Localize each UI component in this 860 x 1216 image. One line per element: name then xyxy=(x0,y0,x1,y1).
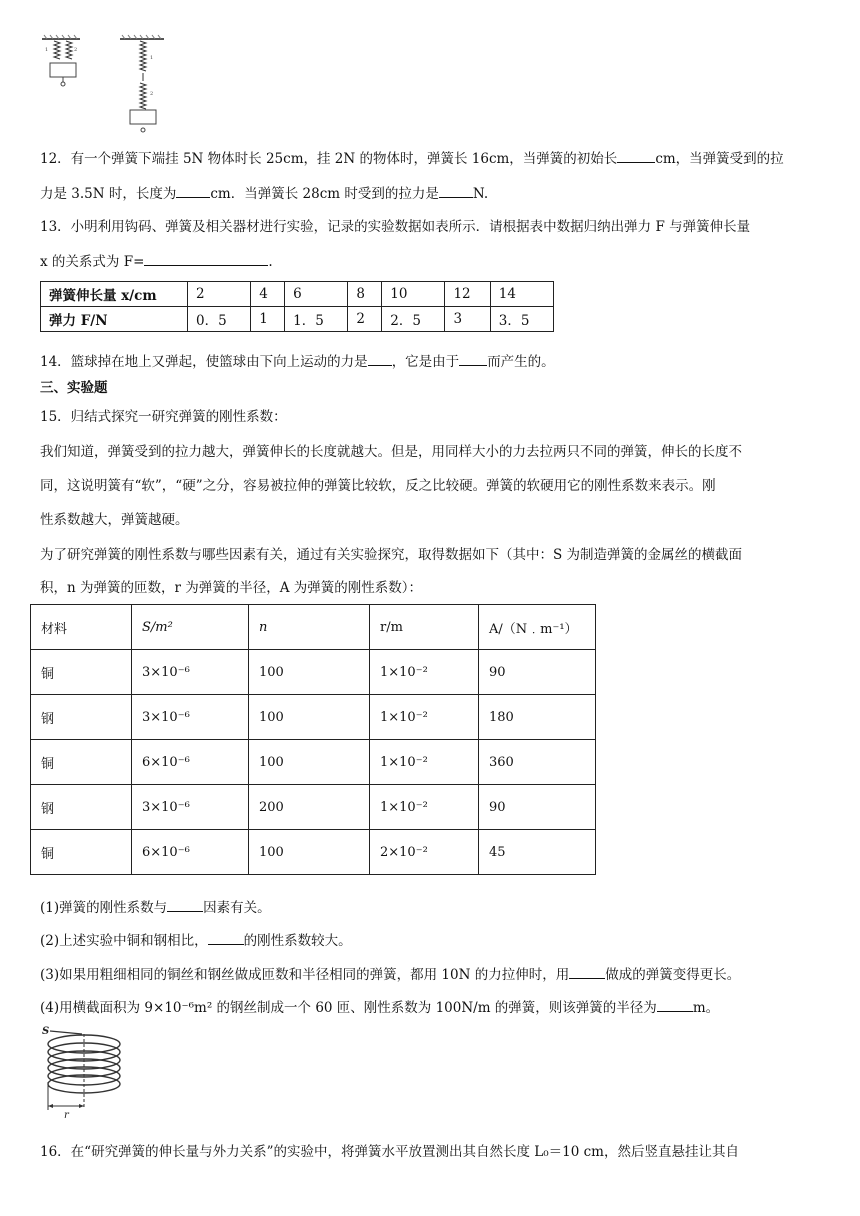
q12-blank-1[interactable] xyxy=(617,148,655,163)
q13-blank[interactable] xyxy=(144,251,268,266)
q15-title: 15．归结式探究一研究弹簧的刚性系数： xyxy=(40,409,287,425)
table-header-row: 材料 S/m² n r/m A/（N﹒m⁻¹） xyxy=(31,605,596,650)
q15-sub2: (2)上述实验中铜和钢相比， 的刚性系数较大。 xyxy=(40,930,352,951)
q13-data-table xyxy=(40,281,554,332)
springs-figure-top xyxy=(40,33,180,133)
q14-blank-1[interactable] xyxy=(368,351,392,366)
q15-paragraph-line: 为了研究弹簧的刚性系数与哪些因素有关，通过有关实验探究，取得数据如下（其中：S 为制造弹簧的金属丝的横截面 xyxy=(40,547,743,563)
svg-text:1: 1 xyxy=(150,55,154,61)
q15-blank-3[interactable] xyxy=(569,964,605,979)
q15-blank-4[interactable] xyxy=(657,997,693,1012)
q15-data-table xyxy=(30,604,596,875)
q15-paragraph-line: 性系数越大，弹簧越硬。 xyxy=(40,512,189,528)
q14-line: 14．篮球掉在地上又弹起，使篮球由下向上运动的力是 ，它是由于 而产生的。 xyxy=(40,351,555,372)
q15-paragraph-line: 我们知道，弹簧受到的拉力越大，弹簧伸长的长度就越大。但是，用同样大小的力去拉两只不同的弹簧，伸长的长度不 xyxy=(40,444,742,460)
q14-blank-2[interactable] xyxy=(459,351,487,366)
q16-line1: 16．在“研究弹簧的伸长量与外力关系”的实验中，将弹簧水平放置测出其自然长度 L₀＝10 cm，然后竖直悬挂让其自 xyxy=(40,1144,739,1160)
section-heading: 三、实验题 xyxy=(40,380,108,396)
svg-text:2: 2 xyxy=(74,47,78,53)
table-row: 铜 3×10⁻⁶ 100 1×10⁻² 90 xyxy=(31,650,596,695)
svg-text:r: r xyxy=(64,1110,69,1121)
q15-paragraph-line: 积，n 为弹簧的匝数，r 为弹簧的半径，A 为弹簧的刚性系数）： xyxy=(40,580,423,596)
q12-blank-3[interactable] xyxy=(439,183,473,198)
q15-sub4: (4)用横截面积为 9×10⁻⁶m² 的钢丝制成一个 60 匝、刚性系数为 100N/m 的弹簧，则该弹簧的半径为 m。 xyxy=(40,997,719,1018)
q12-blank-2[interactable] xyxy=(176,183,210,198)
table-row: 钢 3×10⁻⁶ 100 1×10⁻² 180 xyxy=(31,695,596,740)
q15-blank-2[interactable] xyxy=(208,930,244,945)
svg-text:2: 2 xyxy=(150,91,154,97)
svg-text:S: S xyxy=(42,1026,50,1037)
table-row: 弹簧伸长量 x/cm 2 4 6 8 10 12 14 xyxy=(41,282,554,307)
table-row: 钢 3×10⁻⁶ 200 1×10⁻² 90 xyxy=(31,785,596,830)
q15-paragraph-line: 同，这说明簧有“软”，“硬”之分，容易被拉伸的弹簧比较软，反之比较硬。弹簧的软硬用它的刚性系数来表示。刚 xyxy=(40,478,716,494)
coil-spring-figure xyxy=(40,1022,140,1122)
q13-line1: 13．小明利用钩码、弹簧及相关器材进行实验，记录的实验数据如表所示．请根据表中数据归纳出弹力 F 与弹簧伸长量 xyxy=(40,219,751,235)
q15-blank-1[interactable] xyxy=(167,897,203,912)
table-row: 弹力 F/N 0．5 1 1．5 2 2．5 3 3．5 xyxy=(41,307,554,332)
table-row: 铜 6×10⁻⁶ 100 1×10⁻² 360 xyxy=(31,740,596,785)
q12-line1: 12．有一个弹簧下端挂 5N 物体时长 25cm，挂 2N 的物体时，弹簧长 16cm，当弹簧的初始长 cm，当弹簧受到的拉 xyxy=(40,148,784,169)
table-row: 铜 6×10⁻⁶ 100 2×10⁻² 45 xyxy=(31,830,596,875)
q15-sub1: (1)弹簧的刚性系数与 因素有关。 xyxy=(40,897,271,918)
q12-line2: 力是 3.5N 时，长度为 cm．当弹簧长 28cm 时受到的拉力是 N. xyxy=(40,183,488,204)
q15-sub3: (3)如果用粗细相同的铜丝和钢丝做成匝数和半径相同的弹簧，都用 10N 的力拉伸时，用 做成的弹簧变得更长。 xyxy=(40,964,740,985)
svg-text:1: 1 xyxy=(45,47,49,53)
q13-line2: x 的关系式为 F= . xyxy=(40,251,273,272)
